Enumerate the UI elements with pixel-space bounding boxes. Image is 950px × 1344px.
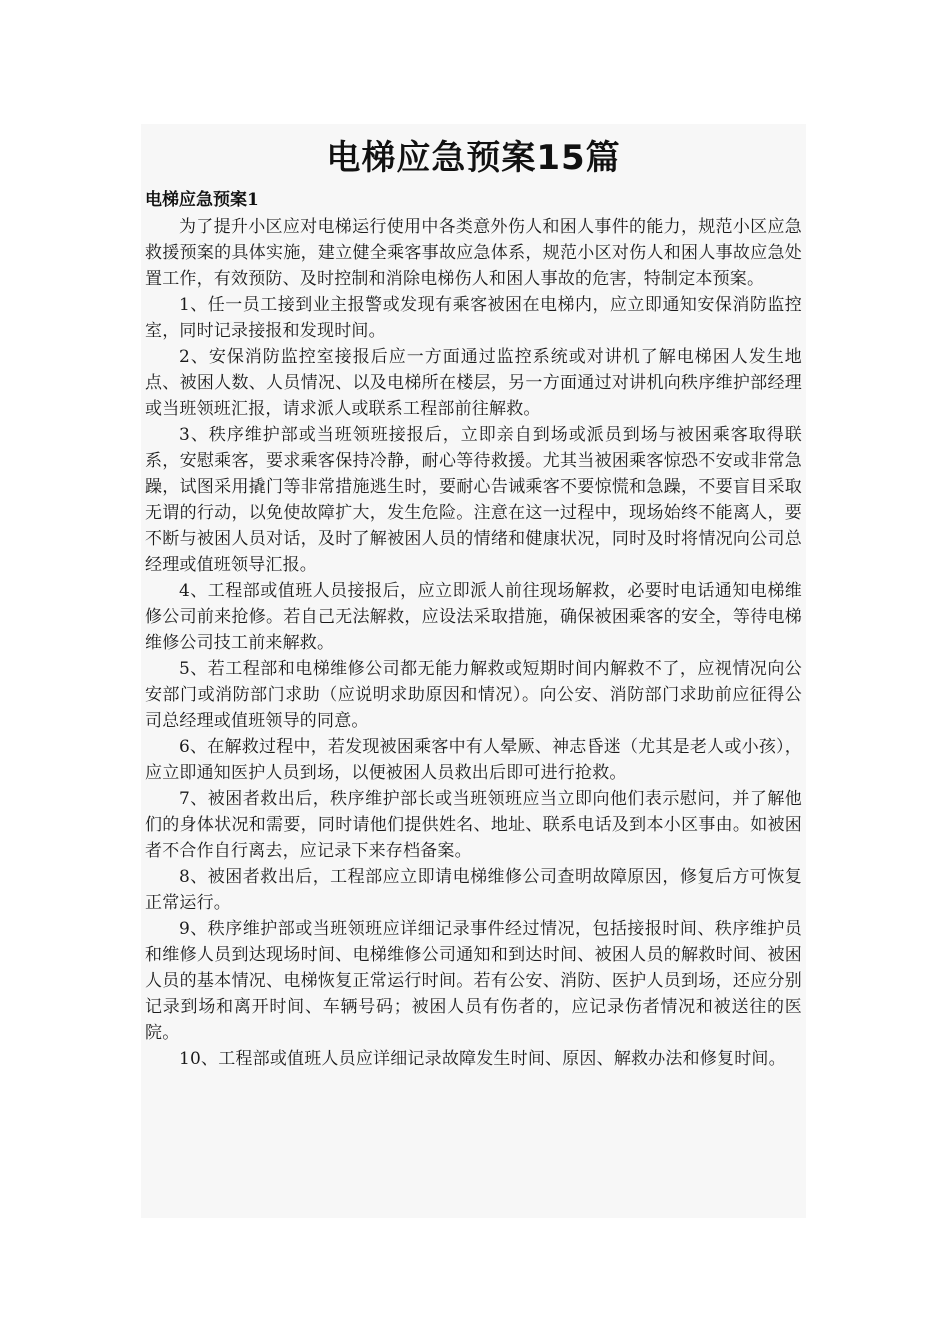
- paragraph-item-6: 6、在解救过程中，若发现被困乘客中有人晕厥、神志昏迷（尤其是老人或小孩），应立即通知医护人员到场，以便被困人员救出后即可进行抢救。: [145, 737, 802, 783]
- paragraph-item-1: 1、任一员工接到业主报警或发现有乘客被困在电梯内，应立即通知安保消防监控室，同时记录接报和发现时间。: [145, 295, 802, 341]
- paragraph-item-9: 9、秩序维护部或当班领班应详细记录事件经过情况，包括接报时间、秩序维护员和维修人员到达现场时间、电梯维修公司通知和到达时间、被困人员的解救时间、被困人员的基本情况、电梯恢复正常运行时间。若有公安、消防、医护人员到场，还应分别记录到场和离开时间、车辆号码；被困人员有伤者的，应记录伤者情况和被送往的医院。: [145, 919, 802, 1043]
- paragraph-item-7: 7、被困者救出后，秩序维护部长或当班领班应当立即向他们表示慰问，并了解他们的身体状况和需要，同时请他们提供姓名、地址、联系电话及到本小区事由。如被困者不合作自行离去，应记录下来存档备案。: [145, 789, 802, 861]
- paragraph-intro: 为了提升小区应对电梯运行使用中各类意外伤人和困人事件的能力，规范小区应急救援预案的具体实施，建立健全乘客事故应急体系，规范小区对伤人和困人事故应急处置工作，有效预防、及时控制和消除电梯伤人和困人事故的危害，特制定本预案。: [145, 217, 802, 289]
- section-heading: 电梯应急预案1: [145, 190, 259, 210]
- paragraph-item-2: 2、安保消防监控室接报后应一方面通过监控系统或对讲机了解电梯困人发生地点、被困人数、人员情况、以及电梯所在楼层，另一方面通过对讲机向秩序维护部经理或当班领班汇报，请求派人或联系工程部前往解救。: [145, 347, 802, 419]
- document-content: [141, 124, 806, 1218]
- paragraph-item-3: 3、秩序维护部或当班领班接报后，立即亲自到场或派员到场与被困乘客取得联系，安慰乘客，要求乘客保持冷静，耐心等待救援。尤其当被困乘客惊恐不安或非常急躁，试图采用撬门等非常措施逃生时，要耐心告诫乘客不要惊慌和急躁，不要盲目采取无谓的行动，以免使故障扩大，发生危险。注意在这一过程中，现场始终不能离人，要不断与被困人员对话，及时了解被困人员的情绪和健康状况，同时及时将情况向公司总经理或值班领导汇报。: [145, 425, 802, 575]
- paragraph-item-4: 4、工程部或值班人员接报后，应立即派人前往现场解救，必要时电话通知电梯维修公司前来抢修。若自己无法解救，应设法采取措施，确保被困乘客的安全，等待电梯维修公司技工前来解救。: [145, 581, 802, 653]
- paragraph-item-5: 5、若工程部和电梯维修公司都无能力解救或短期时间内解救不了，应视情况向公安部门或消防部门求助（应说明求助原因和情况）。向公安、消防部门求助前应征得公司总经理或值班领导的同意。: [145, 659, 802, 731]
- paragraph-item-8: 8、被困者救出后，工程部应立即请电梯维修公司查明故障原因，修复后方可恢复正常运行。: [145, 867, 802, 913]
- paragraph-item-10: 10、工程部或值班人员应详细记录故障发生时间、原因、解救办法和修复时间。: [179, 1049, 786, 1069]
- document-title: 电梯应急预案15篇: [326, 138, 621, 178]
